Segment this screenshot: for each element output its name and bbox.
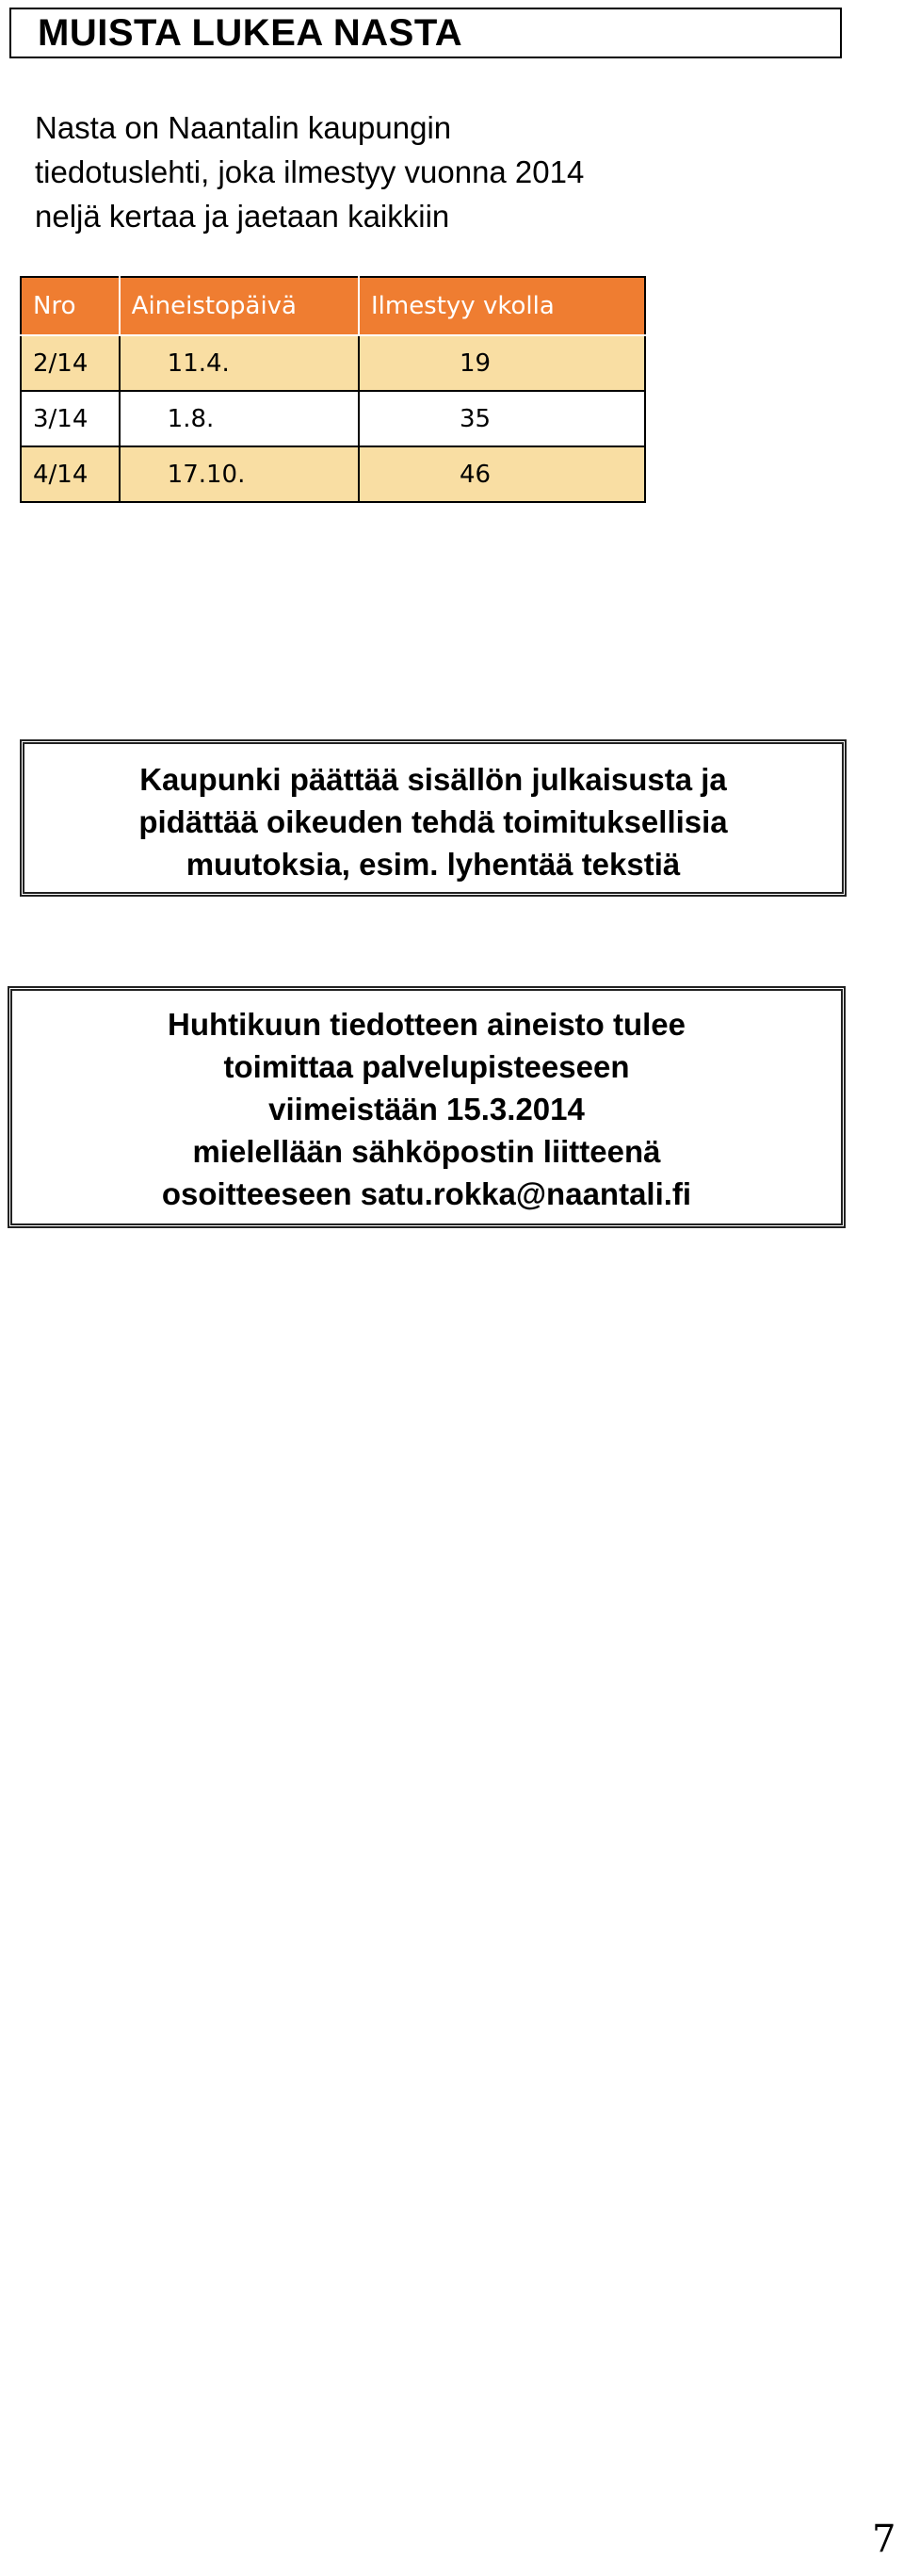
notice-line: pidättää oikeuden tehdä toimituksellisia: [138, 804, 728, 839]
cell-material-date: 11.4.: [120, 335, 359, 391]
notice-line: osoitteeseen satu.rokka@naantali.fi: [161, 1176, 692, 1211]
cell-publish-week: 19: [359, 335, 645, 391]
intro-line: Nasta on Naantalin kaupungin: [35, 110, 452, 145]
column-header-material-date: Aineistopäivä: [120, 277, 359, 335]
intro-line: neljä kertaa ja jaetaan kaikkiin: [35, 199, 450, 234]
intro-line: tiedotuslehti, joka ilmestyy vuonna 2014: [35, 154, 585, 189]
notice-line: viimeistään 15.3.2014: [268, 1092, 585, 1126]
column-header-publish-week: Ilmestyy vkolla: [359, 277, 645, 335]
notice-line: Huhtikuun tiedotteen aineisto tulee: [167, 1007, 686, 1042]
cell-material-date: 17.10.: [120, 446, 359, 502]
page-number: 7: [872, 2518, 896, 2561]
intro-paragraph: [35, 105, 751, 238]
notice-line: Kaupunki päättää sisällön julkaisusta ja: [139, 762, 727, 797]
cell-nro: 4/14: [21, 446, 120, 502]
table-header-row: [21, 277, 645, 335]
submission-deadline-notice: [8, 986, 846, 1228]
schedule-table: [20, 276, 646, 503]
editorial-rights-notice: [20, 739, 847, 897]
page-title-text: MUISTA LUKEA NASTA: [38, 11, 463, 54]
cell-nro: 3/14: [21, 391, 120, 446]
notice-line: toimittaa palvelupisteeseen: [223, 1049, 630, 1084]
cell-nro: 2/14: [21, 335, 120, 391]
cell-material-date: 1.8.: [120, 391, 359, 446]
table-row: [21, 446, 645, 502]
notice-line: mielellään sähköpostin liitteenä: [192, 1134, 661, 1169]
cell-publish-week: 46: [359, 446, 645, 502]
column-header-nro: Nro: [21, 277, 120, 335]
notice-line: muutoksia, esim. lyhentää tekstiä: [186, 847, 681, 882]
table-row: [21, 335, 645, 391]
table-row: [21, 391, 645, 446]
cell-publish-week: 35: [359, 391, 645, 446]
page-title: [9, 8, 842, 58]
